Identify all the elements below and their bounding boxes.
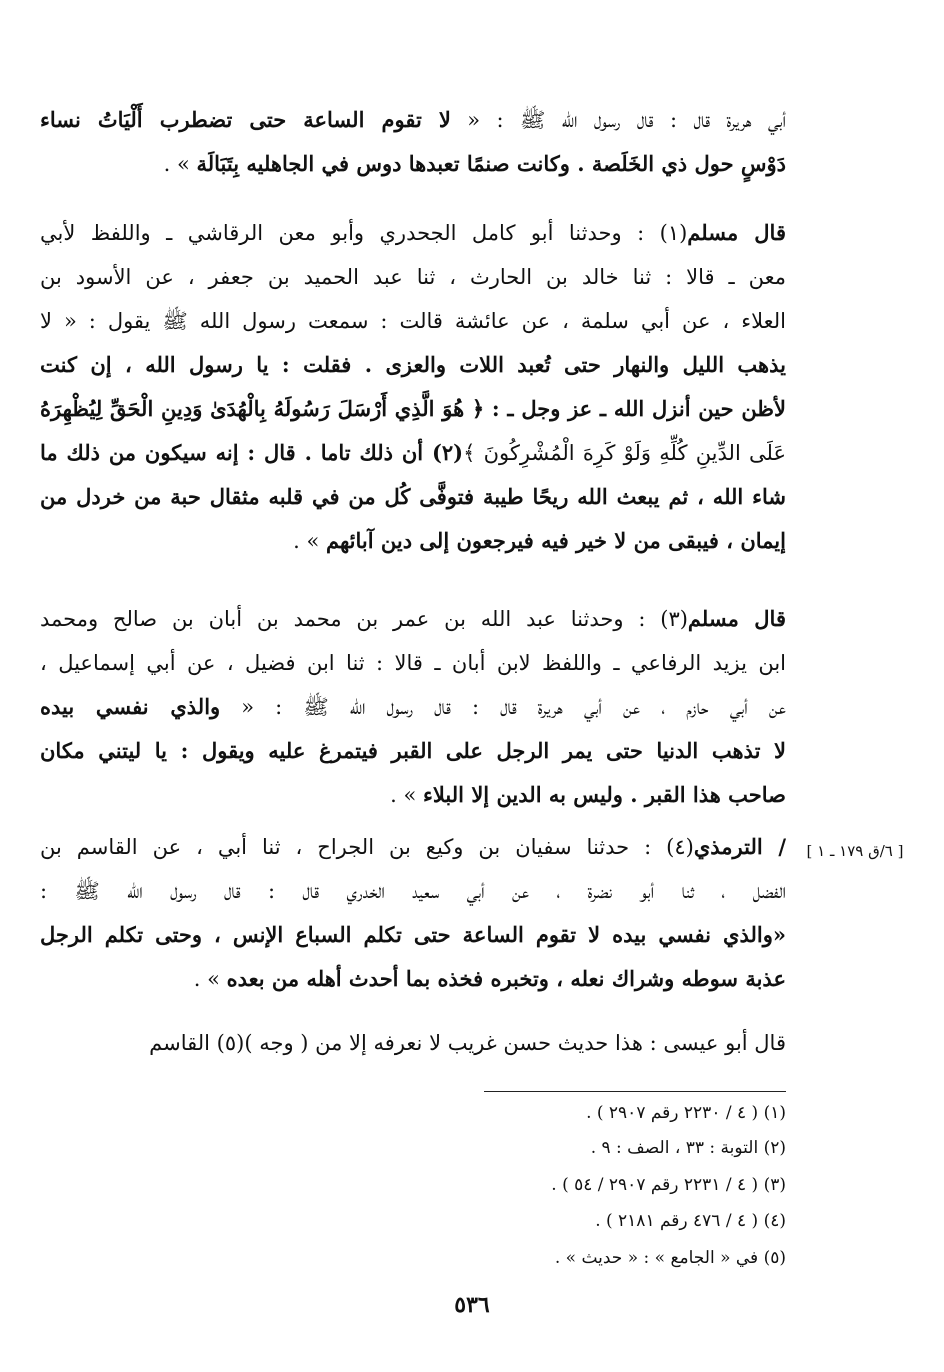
footnote: (٢) التوبة : ٣٣ ، الصف : ٩ .: [590, 1138, 786, 1158]
hadith-text: «والذي نفسي بيده لا تقوم الساعة حتى تكلم السباع الإنس ، وحتى تكلم الرجل: [40, 922, 786, 947]
narration-text: معن ـ قالا : ثنا خالد بن الحارث ، ثنا عبد الحميد بن جعفر ، عن الأسود بن: [40, 265, 786, 289]
paragraph: [40, 211, 786, 563]
text-line: [40, 475, 786, 519]
text-line: [40, 299, 786, 343]
paragraph: [40, 825, 786, 1001]
text-line: [40, 869, 786, 913]
footnote: (٥) في « الجامع » : « حديث » .: [554, 1248, 786, 1268]
text-line: [40, 1021, 786, 1065]
page-number: ٥٣٦: [454, 1292, 490, 1318]
paragraph: [40, 597, 786, 817]
manuscript-folio-note: [ ٦/ق ١٧٩ ـ ١ ]: [806, 842, 904, 860]
footnote: (٤) ( ٤ / ٤٧٦ رقم ٢١٨١ ) .: [595, 1211, 786, 1231]
narration-text: الفضل ، ثنا أبو نضرة ، عن أبي سعيد الخدري قال : قال رسول الله ﷺ :: [40, 879, 786, 903]
hadith-text: لا تقوم الساعة حتى تضطرب أَلْيَاتُ نساء: [40, 107, 451, 132]
text-line: [40, 729, 786, 773]
text-line: [40, 255, 786, 299]
text-line: [40, 431, 786, 475]
text-line: [40, 773, 786, 817]
text-line: [40, 685, 786, 729]
text-line: [40, 825, 786, 869]
hadith-text: قال مسلم: [687, 606, 786, 631]
narration-text: » .: [193, 967, 227, 991]
text-line: [40, 597, 786, 641]
narration-text: » .: [163, 152, 197, 176]
hadith-text: صاحب هذا القبر . وليس به الدين إلا البلاء: [423, 782, 786, 807]
hadith-text: (٢) أن ذلك تاما . قال : إنه سيكون من ذلك ما: [40, 440, 464, 465]
hadith-text: يذهب الليل والنهار حتى تُعبد اللات والعزى . فقلت : يا رسول الله ، إن كنت: [40, 352, 786, 377]
narration-text: (٤) : حدثنا سفيان بن وكيع بن الجراح ، ثنا أبي ، عن القاسم بن: [40, 835, 694, 859]
narration-text: » .: [293, 529, 327, 553]
hadith-text: قال مسلم: [687, 220, 786, 245]
narration-text: عَلَى الدِّينِ كُلِّهِ وَلَوْ كَرِهَ الْمُشْرِكُونَ ﴾: [463, 441, 786, 465]
text-line: [40, 519, 786, 563]
hadith-text: دَوْسٍ حول ذي الخَلَصة . وكانت صنمًا تعبدها دوس في الجاهليه بِتَبَالَة: [196, 151, 786, 176]
narration-text: أبي هريرة قال : قال رسول الله ﷺ : «: [450, 108, 786, 132]
hadith-text: إيمان ، فيبقى من لا خير فيه فيرجعون إلى دين آبائهم: [326, 528, 786, 553]
footnote: (٣) ( ٤ / ٢٢٣١ رقم ٢٩٠٧ / ٥٤ ) .: [551, 1175, 786, 1195]
narration-text: » .: [390, 783, 424, 807]
footnote-separator: [484, 1091, 786, 1092]
hadith-text: والذي نفسي بيده: [40, 694, 221, 719]
narration-text: عن أبي حازم ، عن أبي هريرة قال : قال رسول الله ﷺ : «: [220, 695, 786, 719]
paragraph: [40, 1021, 786, 1065]
narration-text: العلاء ، عن أبي سلمة ، عن عائشة قالت : سمعت رسول الله ﷺ يقول : « لا: [40, 309, 786, 333]
hadith-text: لا تذهب الدنيا حتى يمر الرجل على القبر فيتمرغ عليه ويقول : يا ليتني مكان: [40, 738, 786, 763]
narration-text: قال أبو عيسى : هذا حديث حسن غريب لا نعرفه إلا من ( وجه )(٥) القاسم: [149, 1031, 786, 1055]
narration-text: ابن يزيد الرفاعي ـ واللفظ لابن أبان ـ قالا : ثنا ابن فضيل ، عن أبي إسماعيل ،: [40, 651, 786, 675]
footnote: (١) ( ٤ / ٢٢٣٠ رقم ٢٩٠٧ ) .: [586, 1103, 786, 1123]
narration-text: (١) : وحدثنا أبو كامل الجحدري وأبو معن الرقاشي ـ واللفظ لأبي: [40, 221, 688, 245]
text-line: [40, 343, 786, 387]
paragraph: [40, 98, 786, 186]
text-line: [40, 957, 786, 1001]
text-line: [40, 641, 786, 685]
hadith-text: شاء الله ، ثم يبعث الله ريحًا طيبة فتوفَّى كُل من في قلبه مثقال حبة من خردل من: [40, 484, 786, 509]
text-line: [40, 211, 786, 255]
narration-text: (٣) : وحدثنا عبد الله بن عمر بن محمد بن أبان بن صالح ومحمد: [40, 607, 688, 631]
hadith-text: / الترمذي: [693, 834, 786, 859]
text-line: [40, 913, 786, 957]
text-line: [40, 387, 786, 431]
text-line: [40, 98, 786, 142]
hadith-text: لأظن حين أنزل الله ـ عز وجل ـ : ﴿ هُوَ الَّذِي أَرْسَلَ رَسُولَهُ بِالْهُدَىٰ وَدِينِ الْحَقِّ لِيُظْهِرَهُ: [40, 396, 786, 421]
hadith-text: عذبة سوطه وشراك نعله ، وتخبره فخذه بما أحدث أهله من بعده: [226, 966, 786, 991]
text-line: [40, 142, 786, 186]
